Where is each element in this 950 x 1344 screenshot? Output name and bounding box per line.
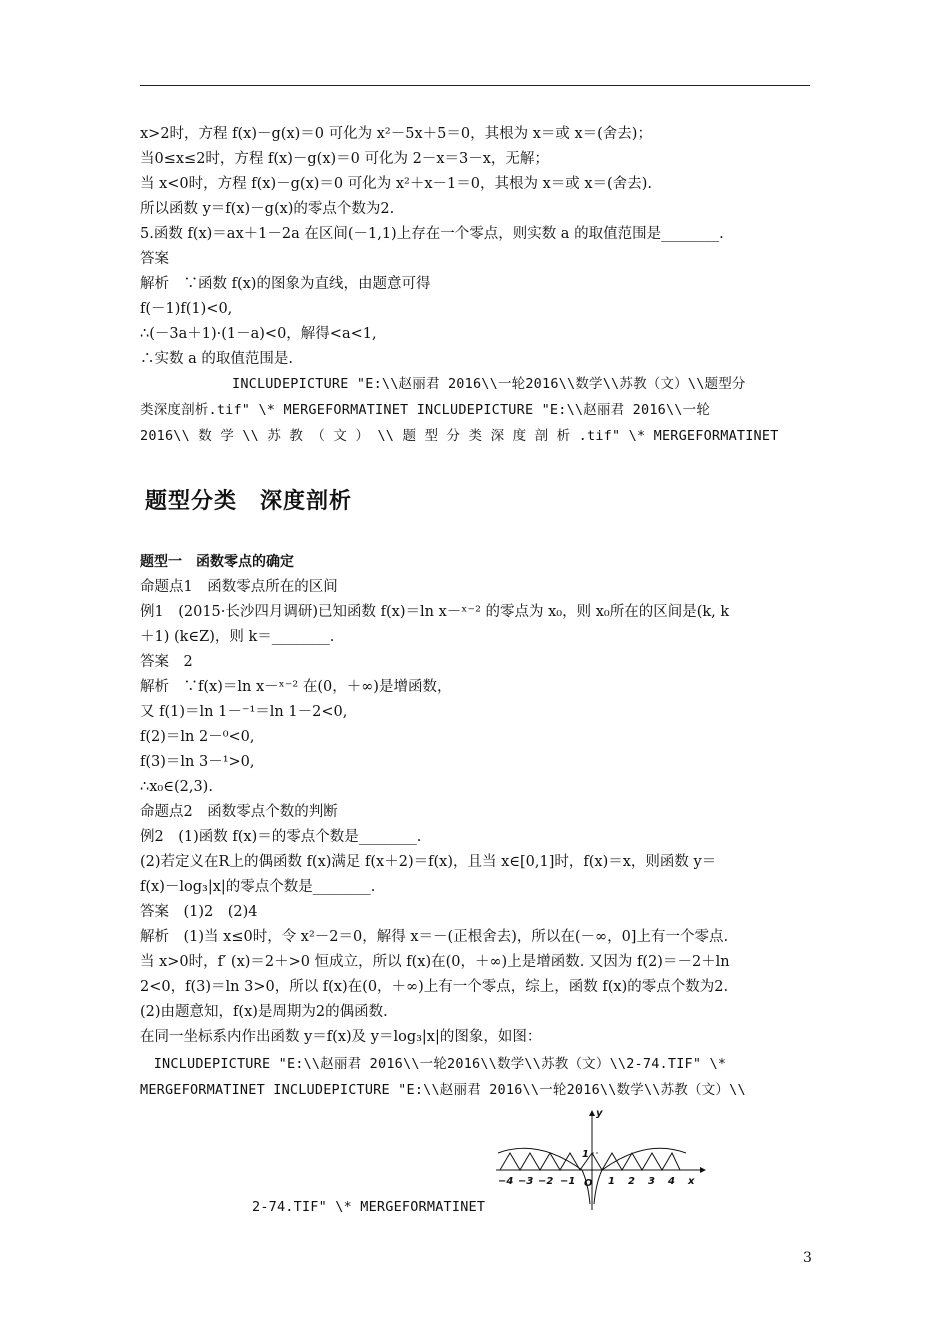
text-line: (2)若定义在R上的偶函数 f(x)满足 f(x＋2)＝f(x)，且当 x∈[0,1]时，f(x)＝x，则函数 y＝ — [140, 854, 717, 870]
text-line: ＋1) (k∈Z)，则 k＝________. — [140, 629, 335, 645]
text-line: 解析 (1)当 x≤0时，令 x²－2＝0，解得 x＝－(正根舍去)，所以在(－∞，0]上有一个零点. — [140, 929, 729, 945]
one-label: 1 — [582, 1149, 589, 1160]
text-line: 又 f(1)＝ln 1－⁻¹＝ln 1－2<0, — [140, 704, 348, 720]
field-code-line: 类深度剖析.tif" \* MERGEFORMATINET INCLUDEPICTURE "E:\\赵丽君 2016\\一轮 — [140, 402, 711, 418]
field-code-line: 2016\\ 数 学 \\ 苏 教 （ 文 ） \\ 题 型 分 类 深 度 剖 析 .tif" \* MERGEFORMATINET — [140, 428, 779, 444]
text-line: 当0≤x≤2时，方程 f(x)－g(x)＝0 可化为 2－x＝3－x，无解； — [140, 151, 549, 167]
text-line: 解析 ∵函数 f(x)的图象为直线，由题意可得 — [140, 276, 431, 292]
text-line: 当 x<0时，方程 f(x)－g(x)＝0 可化为 x²＋x－1＝0，其根为 x＝或 x＝(舍去). — [140, 176, 652, 192]
subtopic-title: 命题点2 函数零点个数的判断 — [140, 804, 338, 820]
text-line: 2<0，f(3)＝ln 3>0，所以 f(x)在(0，＋∞)上有一个零点，综上，函数 f(x)的零点个数为2. — [140, 979, 729, 995]
section-heading: 题型分类 深度剖析 — [145, 489, 353, 514]
header-rule — [140, 85, 810, 86]
function-graph — [488, 1108, 708, 1214]
topic-title: 题型一 函数零点的确定 — [140, 554, 294, 570]
problem-5: 5.函数 f(x)＝ax＋1－2a 在区间(－1,1)上存在一个零点，则实数 a 的取值范围是________. — [140, 226, 724, 242]
subtopic-title: 命题点1 函数零点所在的区间 — [140, 579, 338, 595]
text-line: f(3)＝ln 3－¹>0, — [140, 754, 255, 770]
y-axis-label: y — [596, 1108, 603, 1119]
field-code-line: INCLUDEPICTURE "E:\\赵丽君 2016\\一轮2016\\数学\\苏教（文）\\2-74.TIF" \* — [140, 1056, 727, 1072]
text-line: 在同一坐标系内作出函数 y＝f(x)及 y＝log₃|x|的图象，如图： — [140, 1029, 542, 1045]
text-line: 所以函数 y＝f(x)－g(x)的零点个数为2. — [140, 201, 395, 217]
x-axis-label: x — [688, 1176, 695, 1187]
periodic-function-curve — [500, 1153, 680, 1170]
x-axis-arrow — [700, 1167, 706, 1173]
x-tick-label: −3 — [518, 1176, 534, 1187]
x-tick-label: −2 — [538, 1176, 554, 1187]
text-line: (2)由题意知，f(x)是周期为2的偶函数. — [140, 1004, 388, 1020]
answer-line: 答案 (1)2 (2)4 — [140, 904, 258, 920]
x-tick-label: 1 — [608, 1176, 615, 1187]
field-code-line: MERGEFORMATINET INCLUDEPICTURE "E:\\赵丽君 2016\\一轮2016\\数学\\苏教（文）\\ — [140, 1082, 746, 1098]
x-tick-label: 4 — [668, 1176, 675, 1187]
example-2: 例2 (1)函数 f(x)＝的零点个数是________. — [140, 829, 422, 845]
text-line: f(－1)f(1)<0, — [140, 301, 233, 317]
text-line: ∴x₀∈(2,3). — [140, 779, 213, 795]
y-axis-arrow — [589, 1110, 595, 1116]
text-line: f(x)－log₃|x|的零点个数是________. — [140, 879, 376, 895]
text-line: x>2时，方程 f(x)－g(x)＝0 可化为 x²－5x＋5＝0，其根为 x＝或 x＝(舍去)； — [140, 126, 652, 142]
answer-label: 答案 — [140, 251, 169, 267]
page-number: 3 — [803, 1250, 812, 1266]
text-line: f(2)＝ln 2－⁰<0, — [140, 729, 255, 745]
text-line: 当 x>0时，f′ (x)＝2＋>0 恒成立，所以 f(x)在(0，＋∞)上是增函数. 又因为 f(2)＝－2＋ln — [140, 954, 730, 970]
x-tick-label: 2 — [628, 1176, 635, 1187]
x-tick-label: 3 — [648, 1176, 655, 1187]
x-tick-label: −4 — [498, 1176, 514, 1187]
example-1: 例1 (2015·长沙四月调研)已知函数 f(x)＝ln x－ˣ⁻² 的零点为 x₀，则 x₀所在的区间是(k, k — [140, 604, 730, 620]
x-tick-label: −1 — [560, 1176, 576, 1187]
field-code-line: 2-74.TIF" \* MERGEFORMATINET — [252, 1199, 486, 1215]
field-code-line: INCLUDEPICTURE "E:\\赵丽君 2016\\一轮2016\\数学\\苏教（文）\\题型分 — [232, 376, 746, 392]
answer-line: 答案 2 — [140, 654, 193, 670]
text-line: 解析 ∵f(x)＝ln x－ˣ⁻² 在(0，＋∞)是增函数， — [140, 679, 452, 695]
origin-label: O — [584, 1178, 593, 1189]
text-line: ∴实数 a 的取值范围是. — [140, 351, 293, 367]
text-line: ∴(－3a＋1)·(1－a)<0，解得<a<1, — [140, 326, 377, 342]
